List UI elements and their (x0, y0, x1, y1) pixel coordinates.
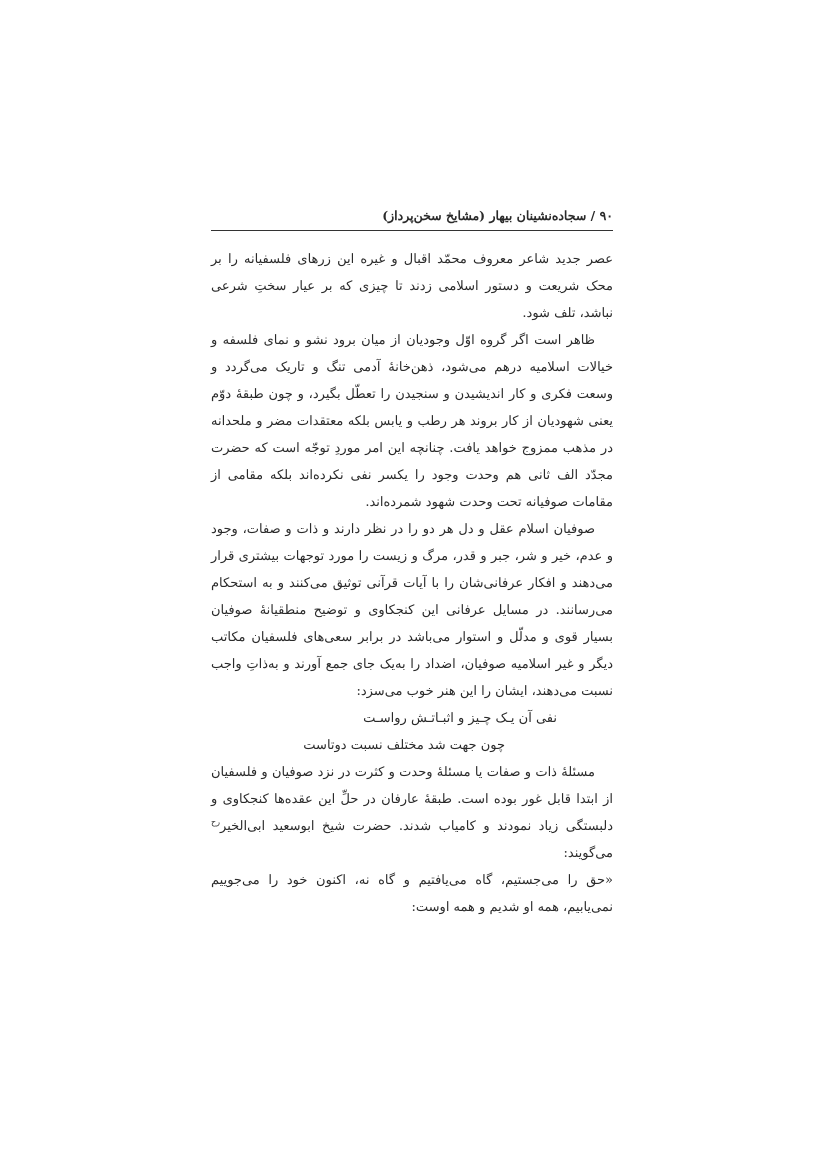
paragraph-4 (211, 759, 613, 867)
paragraph-1: عصر جدید شاعر معروف محمّد اقبال و غیره این زرهای فلسفیانه را بر محک شریعت و دستور اسلامی زدند تا چیزی که بر عیار سختِ شرعی نباشد، تلف شود. (211, 252, 613, 321)
running-header: ۹۰ / سجاده‌نشینان بیهار (مشایخ سخن‌پرداز) (382, 208, 613, 223)
paragraph-3: صوفیان اسلام عقل و دل هر دو را در نظر دارند و ذات و صفات، وجود و عدم، خیر و شر، جبر و قدر، مرگ و زیست را مورد توجهات بیشتری قرار می‌دهند و افکار عرفانی‌شان را با آیات قرآنی توثیق می‌کنند و به استحکام می‌رسانند. در مسایل عرفانی این کنجکاوی و توضیح منطقیانهٔ صوفیان بسیار قوی و مدلّل و استوار می‌باشد در برابر سعی‌های فلسفیان مکاتب دیگر و غیر اسلامیه صوفیان، اضداد را به‌یک جای جمع آورند و به‌ذاتِ واجب نسبت می‌دهند، ایشان را این هنر خوب می‌سزد: (211, 522, 613, 699)
footnote-mark: رح (211, 817, 221, 827)
paragraph-2: ظاهر است اگر گروه اوّل وجودیان از میان برود نشو و نمای فلسفه و خیالات اسلامیه درهم می‌شود، ذهن‌خانهٔ آدمی تنگ و تاریک می‌گردد و وسعت فکری و کار اندیشیدن و سنجیدن را تعطّل بگیرد، و چون طبقهٔ دوّم یعنی شهودیان از کار بروند هر رطب و یابس بلکه معتقدات مضر و ملحدانه در مذهب ممزوج خواهد یافت. چنانچه این امر موردِ توجّه است که حضرت مجدّد الف ثانی هم وحدت وجود را یکسر نفی نکرده‌اند بلکه مقامی از مقامات صوفیانه تحت وحدت شهود شمرده‌اند. (211, 333, 613, 510)
paragraph-4-ending: می‌گویند: (563, 846, 613, 861)
verse-line-1: نفی آن یـک چـیز و اثبـاتـش رواسـت (363, 711, 557, 726)
body-text (211, 246, 613, 921)
header-rule (211, 230, 613, 231)
paragraph-4-text: مسئلهٔ ذات و صفات یا مسئلهٔ وحدت و کثرت در نزد صوفیان و فلسفیان از ابتدا قابل غور بوده است. طبقهٔ عارفان در حلِّ این عقده‌ها کنجکاوی و دلبستگی زیاد نمودند و کامیاب شدند. حضرت شیخ ابوسعید ابی‌الخیر (211, 765, 613, 834)
verse-line-2: چون جهت شد مختلف نسبت دوتاست (303, 738, 505, 753)
quote-paragraph: «حق را می‌جستیم، گاه می‌یافتیم و گاه نه، اکنون خود را می‌جوییم نمی‌یابیم، همه او شدیم و همه اوست: (211, 873, 613, 915)
